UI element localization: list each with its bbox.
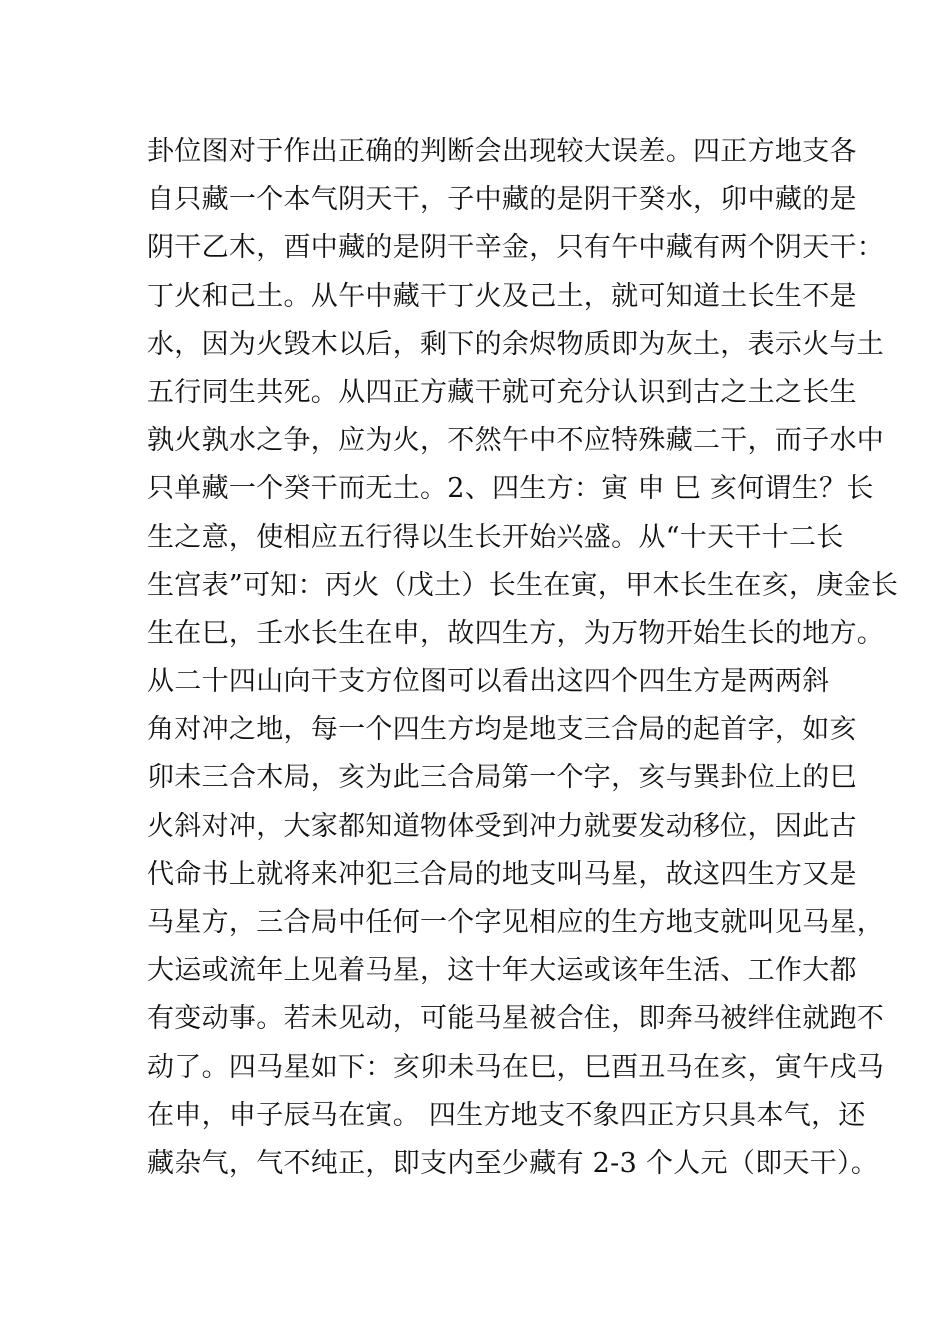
- text-line-19: 有变动事。若未见动，可能马星被合住，即奔马被绊住就跑不: [147, 1003, 885, 1035]
- text-line-4: 丁火和己土。从午中藏干丁火及己土，就可知道土长生不是: [147, 280, 857, 312]
- text-line-21: 在申，申子辰马在寅。 四生方地支不象四正方只具本气，还: [147, 1099, 866, 1131]
- text-line-13: 角对冲之地，每一个四生方均是地支三合局的起首字，如亥: [147, 714, 857, 746]
- text-line-11: 生在巳，壬水长生在申，故四生方，为万物开始生长的地方。: [147, 617, 885, 649]
- text-line-14: 卯未三合木局，亥为此三合局第一个字，亥与巽卦位上的巳: [147, 762, 857, 794]
- body-text: [147, 128, 899, 1188]
- text-line-15: 火斜对冲，大家都知道物体受到冲力就要发动移位，因此古: [147, 810, 857, 842]
- text-line-3: 阴干乙木，酉中藏的是阴干辛金，只有午中藏有两个阴天干：: [147, 232, 885, 264]
- text-line-8: 只单藏一个癸干而无土。2、四生方：寅 申 巳 亥何谓生？长: [147, 473, 874, 505]
- text-line-1: 卦位图对于作出正确的判断会出现较大误差。四正方地支各: [147, 136, 857, 167]
- text-line-9: 生之意，使相应五行得以生长开始兴盛。从“十天干十二长: [147, 521, 844, 553]
- text-line-12: 从二十四山向干支方位图可以看出这四个四生方是两两斜: [147, 666, 830, 698]
- text-line-6: 五行同生共死。从四正方藏干就可充分认识到古之土之长生: [147, 376, 857, 408]
- text-line-16: 代命书上就将来冲犯三合局的地支叫马星，故这四生方又是: [147, 858, 857, 890]
- text-line-22: 藏杂气，气不纯正，即支内至少藏有 2-3 个人元（即天干）。: [147, 1147, 879, 1179]
- text-line-5: 水，因为火毁木以后，剩下的余烬物质即为灰土，表示火与土: [147, 328, 885, 360]
- text-line-20: 动了。四马星如下：亥卯未马在巳，巳酉丑马在亥，寅午戌马: [147, 1051, 885, 1083]
- text-line-7: 孰火孰水之争，应为火，不然午中不应特殊藏二干，而子水中: [147, 425, 885, 457]
- text-line-10: 生宫表”可知：丙火（戊土）长生在寅，甲木长生在亥，庚金长: [147, 569, 899, 601]
- text-line-18: 大运或流年上见着马星，这十年大运或该年生活、工作大都: [147, 955, 857, 987]
- text-line-17: 马星方，三合局中任何一个字见相应的生方地支就叫见马星，: [147, 907, 885, 938]
- text-line-2: 自只藏一个本气阴天干，子中藏的是阴干癸水，卯中藏的是: [147, 184, 857, 216]
